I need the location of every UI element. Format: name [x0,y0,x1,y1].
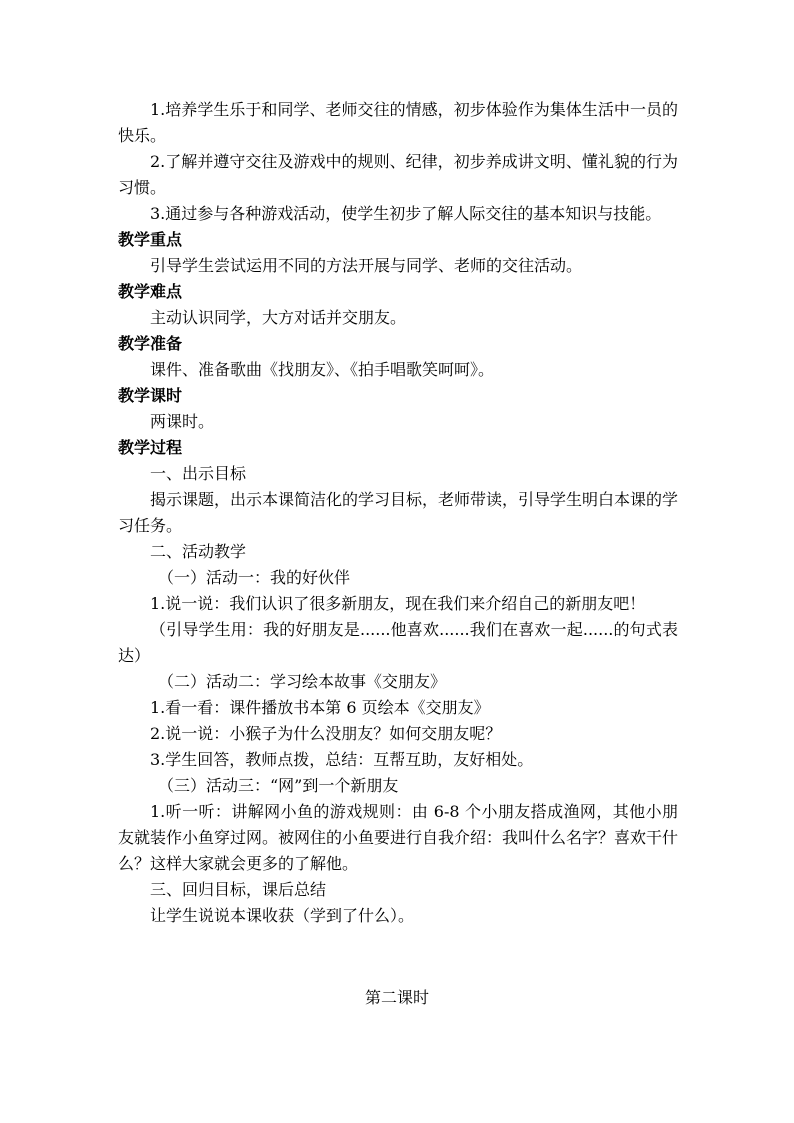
process-heading: 教学过程 [118,438,183,457]
preparation-text: 课件、准备歌曲《找朋友》、《拍手唱歌笑呵呵》。 [150,360,495,379]
activity1-line1: 1.说一说：我们认识了很多新朋友，现在我们来介绍自己的新朋友吧！ [150,594,646,613]
section3-title: 三、回归目标，课后总结 [150,880,327,899]
key-point-text: 引导学生尝试运用不同的方法开展与同学、老师的交往活动。 [150,256,583,275]
section1-title: 一、出示目标 [150,464,247,483]
hours-heading: 教学课时 [118,386,183,405]
activity2-line1: 1.看一看：课件播放书本第 6 页绘本《交朋友》 [150,698,490,717]
key-point-heading: 教学重点 [118,230,183,249]
activity2-line2: 2.说一说：小猴子为什么没朋友？如何交朋友呢？ [150,724,502,743]
activity1-line2: （引导学生用：我的好朋友是......他喜欢......我们在喜欢一起......的句式表达） [118,620,678,665]
difficulty-heading: 教学难点 [118,282,183,301]
goal-1: 1.培养学生乐于和同学、老师交往的情感，初步体验作为集体生活中一员的快乐。 [118,100,678,145]
activity1-title: （一）活动一：我的好伙伴 [158,568,351,587]
goal-3: 3.通过参与各种游戏活动，使学生初步了解人际交往的基本知识与技能。 [150,204,662,223]
difficulty-text: 主动认识同学，大方对话并交朋友。 [150,308,407,327]
activity3-title: （三）活动三：“网”到一个新朋友 [158,776,399,795]
activity2-title: （二）活动二：学习绘本故事《交朋友》 [158,672,447,691]
section1-text: 揭示课题，出示本课简洁化的学习目标，老师带读，引导学生明白本课的学习任务。 [118,490,679,535]
second-lesson-title: 第二课时 [364,988,429,1007]
hours-text: 两课时。 [150,412,215,431]
section3-text: 让学生说说本课收获（学到了什么）。 [150,906,415,925]
preparation-heading: 教学准备 [118,334,183,353]
activity3-line1: 1.听一听：讲解网小鱼的游戏规则：由 6-8 个小朋友搭成渔网，其他小朋友就装作小鱼穿过网。被网住的小鱼要进行自我介绍：我叫什么名字？喜欢干什么？这样大家就会更多的了解他。 [118,802,679,873]
section2-title: 二、活动教学 [150,542,247,561]
lesson-plan-body [118,97,678,929]
activity2-line3: 3.学生回答，教师点拨，总结：互帮互助，友好相处。 [150,750,534,769]
goal-2: 2.了解并遵守交往及游戏中的规则、纪律，初步养成讲文明、懂礼貌的行为习惯。 [118,152,678,197]
